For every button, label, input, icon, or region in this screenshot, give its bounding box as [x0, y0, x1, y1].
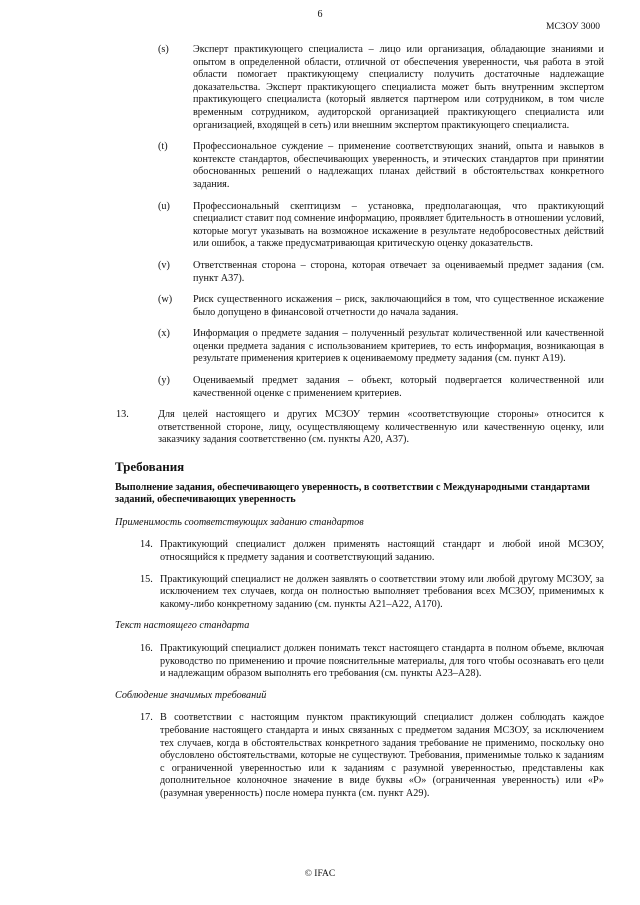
- definition-label: (w): [158, 294, 173, 306]
- page-content: [115, 44, 604, 810]
- definition-label: (v): [158, 259, 170, 271]
- definition-label: (s): [158, 44, 169, 55]
- definition-text: Риск существенного искажения – риск, заключающийся в том, что существенное искажение было допущено в финансовой отчетности до начала задания.: [193, 294, 604, 318]
- section-subtitle: Выполнение задания, обеспечивающего уверенность, в соответствии с Международными стандартами заданий, обеспечивающих уверенность: [115, 481, 590, 506]
- definition-item: [158, 260, 604, 285]
- paragraph-text: Для целей настоящего и других МСЗОУ термин «соответствующие стороны» относится к ответственной стороне, лицу, осуществляющему количественную или качественную оценку, или заказчику задания соответственно (см. пункты А20, А37).: [158, 409, 604, 446]
- paragraph-14: [118, 539, 604, 564]
- section-title: Требования: [115, 459, 185, 475]
- paragraph-text: Практикующий специалист должен применять настоящий стандарт и любой иной МСЗОУ, относящийся к предмету задания и соответствующий заданию.: [160, 539, 604, 563]
- definition-text: Профессиональное суждение – применение соответствующих знаний, опыта и навыков в контексте стандартов, обеспечивающих уверенность, и этических стандартов при принятии обоснованных решений о надлежащих планах действий в обстоятельствах конкретного задания.: [193, 141, 604, 190]
- definition-item: [158, 141, 604, 191]
- subheading-standard-text: Текст настоящего стандарта: [115, 620, 250, 632]
- paragraph-13: [118, 409, 604, 447]
- definition-item: [158, 44, 604, 132]
- paragraph-17: [118, 712, 604, 800]
- paragraph-number: 16.: [140, 642, 153, 654]
- paragraph-number: 17.: [140, 712, 153, 724]
- definition-text: Профессиональный скептицизм – установка, предполагающая, что практикующий специалист ставит под сомнение информацию, проявляет бдительность в отношении условий, которые могут указывать на возможное искажение в результате недобросовестных действий или ошибок, а также предусматривающая критическую оценку доказательств.: [193, 200, 604, 250]
- definition-item: [158, 294, 604, 319]
- definition-text: Ответственная сторона – сторона, которая отвечает за оцениваемый предмет задания (см. пункт А37).: [193, 259, 604, 284]
- paragraph-text: Практикующий специалист не должен заявлять о соответствии этому или любой другому МСЗОУ, за исключением тех случаев, когда он полностью выполняет требования всех МСЗОУ, применимых к какому-либо конкретному заданию (см. пункты А21–А22, А170).: [160, 573, 604, 610]
- definition-label: (t): [158, 141, 168, 153]
- definition-item: [158, 375, 604, 400]
- page-number: 6: [317, 9, 323, 20]
- paragraph-16: [118, 643, 604, 681]
- document-code: МСЗОУ 3000: [546, 22, 600, 32]
- definition-item: [158, 201, 604, 251]
- definition-label: (y): [158, 375, 170, 387]
- subheading-applicability: Применимость соответствующих заданию стандартов: [115, 516, 364, 528]
- paragraph-number: 14.: [140, 539, 153, 551]
- definition-text: Эксперт практикующего специалиста – лицо или организация, обладающие знаниями и опытом в определенной области, отличной от обеспечения уверенности, чья работа в этой области помогает практикующему специалисту получить достаточные надлежащие доказательства. Эксперт практикующего специалиста может быть внутренним экспертом практикующего специалиста (который является партнером или сотрудником, в том числе временным сотрудником, аудиторской организацией практикующего специалиста или организацией, входящей в сеть) или внешним экспертом практикующего специалиста.: [193, 44, 604, 131]
- definition-text: Информация о предмете задания – полученный результат количественной или качественной оценки предмета задания с использованием критериев, то есть информация, возникающая в результате применения критериев к оцениваемому предмету задания (см. пункт А19).: [193, 328, 604, 365]
- definition-text: Оцениваемый предмет задания – объект, который подвергается количественной или качественной оценке с применением критериев.: [193, 375, 604, 399]
- paragraph-15: [118, 574, 604, 612]
- definition-label: (x): [158, 328, 170, 340]
- definition-item: [158, 328, 604, 366]
- paragraph-text: Практикующий специалист должен понимать текст настоящего стандарта в полном объеме, включая руководство по применению и прочие пояснительные материалы, для того чтобы осознавать его цели и надлежащим образом выполнять его требования (см. пункты А23–А28).: [160, 642, 604, 680]
- paragraph-text: В соответствии с настоящим пунктом практикующий специалист должен соблюдать каждое требование настоящего стандарта и иных связанных с предметом задания МСЗОУ, за исключением тех случаев, когда в обстоятельствах конкретного задания требование не применимо, поскольку оно обусловлено обстоятельствами, которые не существуют. Требования, применимые только к заданиям с ограниченной уверенностью или к заданиям с разумной уверенностью, представлены как дополнительное колоночное значение в виде буквы «О» (ограниченная уверенность) или «Р» (разумная уверенность) после номера пункта (см. пункт А29).: [160, 712, 604, 799]
- paragraph-number: 15.: [140, 573, 153, 585]
- subheading-compliance: Соблюдение значимых требований: [115, 689, 267, 701]
- definition-label: (u): [158, 200, 170, 212]
- definitions-list: [118, 44, 604, 400]
- footer-copyright: © IFAC: [304, 869, 336, 879]
- paragraph-number: 13.: [116, 409, 129, 421]
